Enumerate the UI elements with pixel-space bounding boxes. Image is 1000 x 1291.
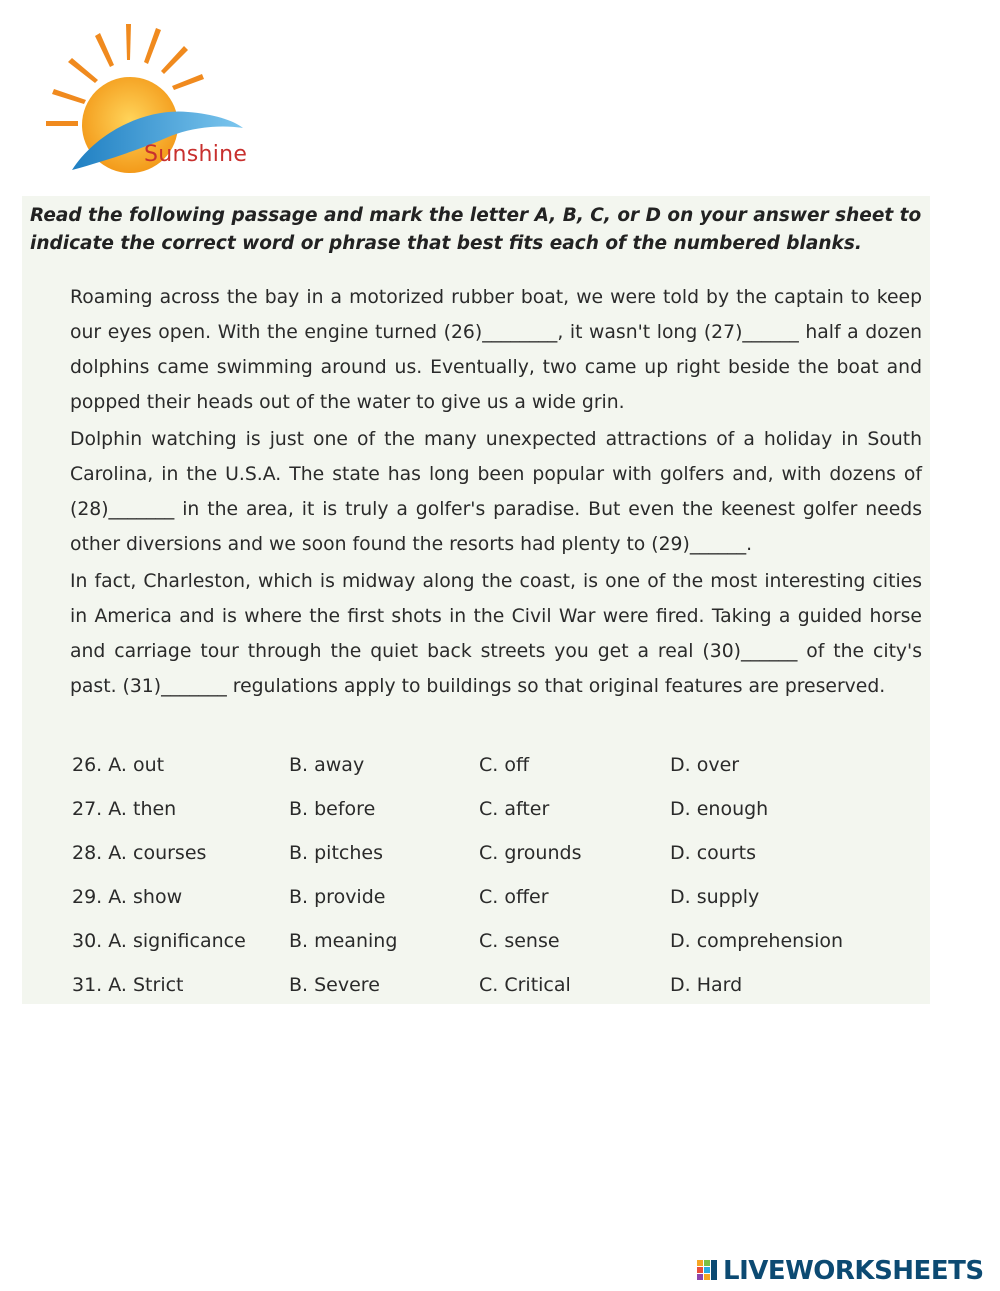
- instruction-text: Read the following passage and mark the letter A, B, C, or D on your answer sheet to indicate the correct word or phrase that best fits each of the numbered blanks.: [30, 205, 922, 254]
- passage-paragraph-3: In fact, Charleston, which is midway along the coast, is one of the most interesting cities in America and is where the first shots in the Civil War were fired. Taking a guided horse and carriage tour through the quiet back streets you get a real (30)______ of the city's past. (31)_______ regulations apply to buildings so that original features are preserved.: [70, 571, 922, 697]
- option-c: C. sense: [479, 930, 560, 952]
- question-31: [72, 966, 922, 1010]
- brand-text: LIVEWORKSHEETS: [723, 1256, 984, 1286]
- option-c: C. Critical: [479, 974, 571, 996]
- option-a: 27. A. then: [72, 798, 177, 820]
- option-a: 29. A. show: [72, 886, 183, 908]
- logo-text: Sunshine: [144, 142, 248, 167]
- option-d: D. supply: [670, 886, 760, 908]
- option-a: 26. A. out: [72, 754, 165, 776]
- question-27: [72, 790, 922, 834]
- passage-paragraph-1: Roaming across the bay in a motorized rubber boat, we were told by the captain to keep our eyes open. With the engine turned (26)________, it wasn't long (27)______ half a dozen dolphins came swimming around us. Eventually, two came up right beside the boat and popped their heads out of the water to give us a wide grin.: [70, 287, 922, 413]
- passage-paragraph-2: Dolphin watching is just one of the many unexpected attractions of a holiday in South Carolina, in the U.S.A. The state has long been popular with golfers and, with dozens of (28)_______ in the area, it is truly a golfer's paradise. But even the keenest golfer needs other diversions and we soon found the resorts had plenty to (29)______.: [70, 429, 922, 555]
- option-d: D. enough: [670, 798, 769, 820]
- option-c: C. offer: [479, 886, 549, 908]
- option-d: D. Hard: [670, 974, 743, 996]
- option-a: 30. A. significance: [72, 930, 246, 952]
- question-28: [72, 834, 922, 878]
- question-30: [72, 922, 922, 966]
- option-c: C. after: [479, 798, 550, 820]
- option-b: B. away: [289, 754, 365, 776]
- liveworksheets-brand[interactable]: [697, 1254, 984, 1288]
- worksheet-panel: [22, 196, 930, 1004]
- option-b: B. pitches: [289, 842, 383, 864]
- question-29: [72, 878, 922, 922]
- liveworksheets-logo-icon: [697, 1260, 719, 1282]
- option-c: C. grounds: [479, 842, 582, 864]
- option-d: D. over: [670, 754, 740, 776]
- option-a: 31. A. Strict: [72, 974, 184, 996]
- option-b: B. Severe: [289, 974, 380, 996]
- option-b: B. before: [289, 798, 376, 820]
- option-b: B. provide: [289, 886, 386, 908]
- option-a: 28. A. courses: [72, 842, 207, 864]
- option-d: D. courts: [670, 842, 756, 864]
- reading-passage: [70, 280, 922, 706]
- option-c: C. off: [479, 754, 530, 776]
- option-b: B. meaning: [289, 930, 398, 952]
- question-26: [72, 746, 922, 790]
- option-d: D. comprehension: [670, 930, 844, 952]
- answer-options: [72, 746, 922, 1010]
